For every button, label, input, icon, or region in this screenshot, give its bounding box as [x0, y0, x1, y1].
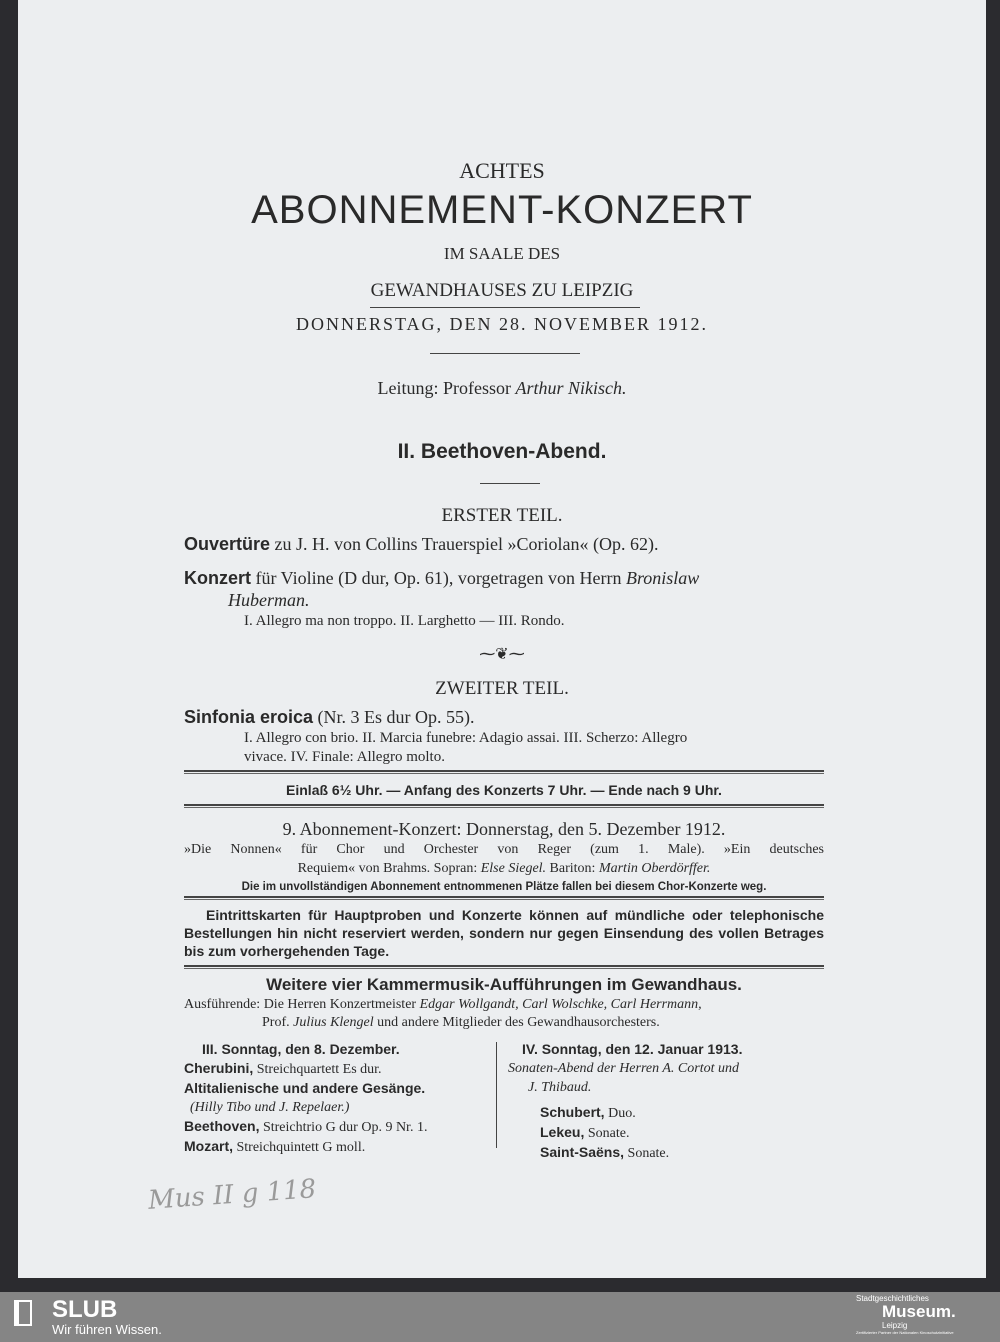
museum-label: Stadtgeschichtliches: [856, 1294, 929, 1303]
concert-iii: [184, 1040, 494, 1157]
page-title: ABONNEMENT-KONZERT: [251, 188, 753, 232]
header-venue-1: IM SAALE DES: [443, 244, 561, 263]
work: Duo.: [604, 1106, 636, 1121]
work: Streichquintett G moll.: [233, 1140, 366, 1155]
soloist-first: Bronislaw: [625, 568, 700, 588]
work-name: Ouvertüre: [184, 534, 271, 554]
conductor-label: Leitung: Professor: [377, 378, 511, 398]
work: Streichtrio G dur Op. 9 Nr. 1.: [259, 1120, 428, 1135]
baritone-label: Bariton:: [546, 861, 599, 876]
next-concert-line: »Die Nonnen« für Chor und Orchester von Reger (zum 1. Male). »Ein deutsches: [184, 842, 824, 857]
movements-line: I. Allegro con brio. II. Marcia funebre: Adagio assai. III. Scherzo: Allegro: [244, 730, 688, 746]
conductor: [18, 378, 986, 399]
performers-text: Prof.: [262, 1015, 294, 1030]
museum-city: Leipzig: [882, 1321, 908, 1330]
header-venue-2: GEWANDHAUSES ZU LEIPZIG: [370, 280, 634, 301]
performers-label: Ausführende: Die Herren Konzertmeister: [184, 997, 420, 1012]
composer: Mozart,: [184, 1138, 233, 1154]
composer: Schubert,: [540, 1104, 605, 1120]
chamber-music: [184, 974, 824, 1032]
composer: Beethoven,: [184, 1118, 260, 1134]
header-ordinal: ACHTES: [459, 158, 545, 183]
part-1-title: ERSTER TEIL.: [441, 505, 563, 526]
partner-note: Zertifizierter Partner der Nationalen Kinoschutzinitiative: [856, 1330, 954, 1335]
performers-text: und andere Mitglieder des Gewandhausorchesters.: [373, 1015, 660, 1030]
concert-iii-title: III. Sonntag, den 8. Dezember.: [202, 1041, 400, 1057]
slub-slogan: Wir führen Wissen.: [52, 1322, 162, 1337]
work: Sonate.: [624, 1146, 670, 1161]
museum-logo[interactable]: [856, 1294, 986, 1335]
performers-names: Julius Klengel: [293, 1015, 374, 1030]
museum-name: Museum.: [882, 1302, 956, 1321]
ornament-icon: ⁓❦⁓: [479, 646, 525, 663]
ticket-notice: Eintrittskarten für Hauptproben und Konzerte können auf mündliche oder telephonische Bestellungen hin nicht reserviert werden, sondern nur gegen Einsendung des vollen Betrages bis zum vorhergehenden Tage.: [184, 907, 824, 959]
next-concert-line: Requiem« von Brahms. Sopran:: [297, 861, 481, 876]
next-concert-title: 9. Abonnement-Konzert: Donnerstag, den 5. Dezember 1912.: [282, 819, 726, 839]
book-icon: [14, 1300, 32, 1326]
shelfmark-handwritten: Mus II g 118: [147, 1174, 318, 1216]
performers-names: Edgar Wollgandt, Carl Wolschke, Carl Herrmann,: [419, 997, 702, 1012]
program-item-overture: [184, 533, 824, 555]
work-details: für Violine (D dur, Op. 61), vorgetragen von Herrn: [251, 568, 626, 588]
times-line: Einlaß 6½ Uhr. — Anfang des Konzerts 7 Uhr. — Ende nach 9 Uhr.: [286, 782, 722, 798]
performers: (Hilly Tibo und J. Repelaer.): [190, 1100, 350, 1115]
divider: [370, 307, 640, 308]
chamber-title: Weitere vier Kammermusik-Aufführungen im Gewandhaus.: [266, 975, 742, 994]
program-item-concerto: [184, 567, 824, 611]
baritone-name: Martin Oberdörffer.: [598, 861, 711, 876]
composer: Saint-Saëns,: [540, 1144, 625, 1160]
column-divider: [496, 1042, 497, 1148]
program-sheet: [18, 0, 986, 1278]
evening-title: II. Beethoven-Abend.: [397, 440, 607, 463]
performers: Sonaten-Abend der Herren A. Cortot und: [508, 1061, 739, 1076]
divider: [430, 353, 580, 354]
work-name: Sinfonia eroica: [184, 707, 314, 727]
composer: Cherubini,: [184, 1060, 254, 1076]
footer-bar: [0, 1292, 1000, 1342]
concert-iv: [508, 1040, 826, 1163]
composer: Lekeu,: [540, 1124, 585, 1140]
next-concert-note: Die im unvollständigen Abonnement entnommenen Plätze fallen bei diesem Chor-Konzerte weg.: [241, 881, 767, 893]
double-rule: [184, 896, 824, 900]
concert-iv-title: IV. Sonntag, den 12. Januar 1913.: [522, 1041, 743, 1057]
double-rule: [184, 804, 824, 808]
program-item-symphony: [184, 706, 824, 728]
work: Streichquartett Es dur.: [253, 1062, 382, 1077]
slub-logo[interactable]: SLUB: [52, 1296, 118, 1323]
composer: Altitalienische und andere Gesänge.: [184, 1080, 426, 1096]
movements-symphony: [244, 729, 824, 767]
work-details: zu J. H. von Collins Trauerspiel »Coriolan« (Op. 62).: [270, 534, 659, 554]
divider: [480, 483, 540, 484]
soprano-name: Else Siegel.: [480, 861, 547, 876]
part-2-title: ZWEITER TEIL.: [435, 678, 569, 699]
movements-line: vivace. IV. Finale: Allegro molto.: [244, 749, 445, 765]
double-rule: [184, 965, 824, 969]
work: Sonate.: [584, 1126, 630, 1141]
conductor-name: Arthur Nikisch.: [515, 378, 627, 398]
concert-date: DONNERSTAG, DEN 28. NOVEMBER 1912.: [295, 314, 709, 334]
double-rule: [184, 770, 824, 774]
soloist-last: Huberman.: [228, 590, 310, 610]
next-concert: [184, 818, 824, 897]
work-details: (Nr. 3 Es dur Op. 55).: [313, 707, 475, 727]
work-name: Konzert: [184, 568, 251, 588]
movements-concerto: I. Allegro ma non troppo. II. Larghetto — III. Rondo.: [244, 613, 565, 629]
performers: J. Thibaud.: [528, 1080, 592, 1095]
